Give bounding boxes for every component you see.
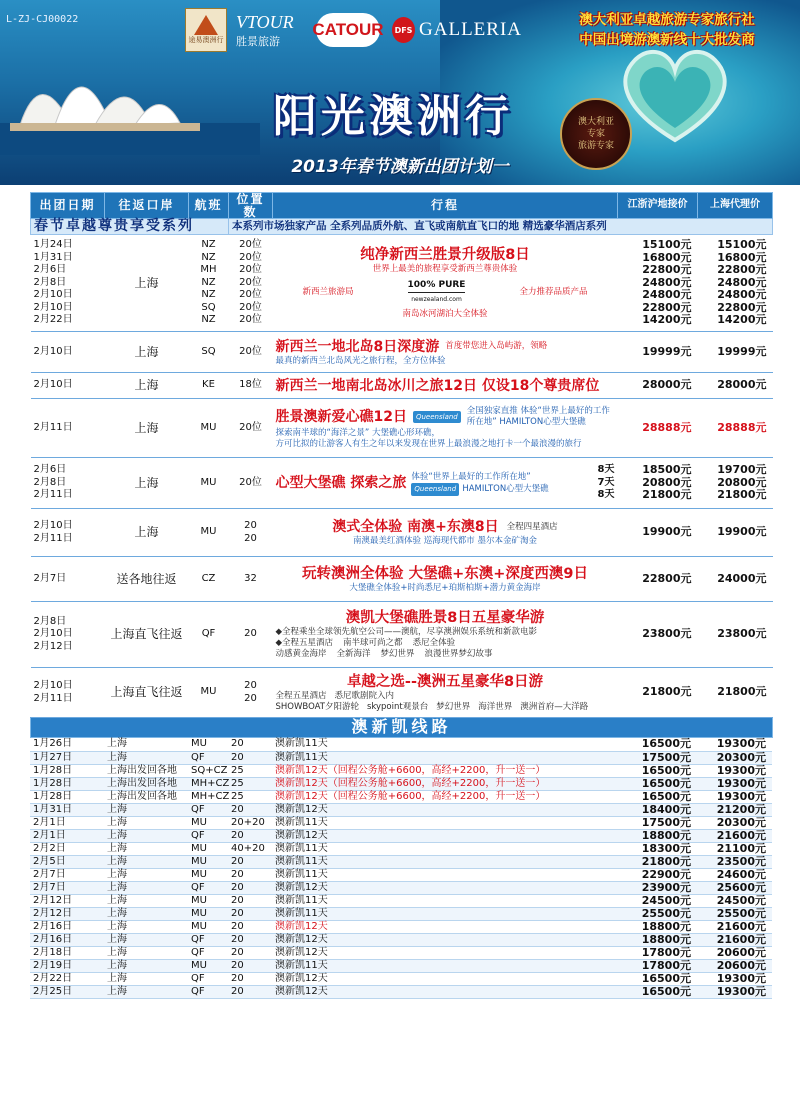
row-seats: 25: [228, 764, 272, 777]
row-seats: 20: [228, 738, 272, 751]
row-date: 2月18日: [30, 946, 104, 959]
tour-price-agent: 19999元: [698, 332, 773, 373]
row-seats: 20: [228, 907, 272, 920]
table-row: [30, 777, 772, 790]
table-row: [30, 751, 772, 764]
tour-title: 澳式全体验 南澳+东澳8日: [332, 519, 499, 535]
row-city: 上海: [104, 881, 188, 894]
row-seats: 25: [228, 777, 272, 790]
row-flight: MU: [188, 738, 228, 751]
row-flight: QF: [188, 985, 228, 998]
tour-dates: 2月8日 2月10日 2月12日: [31, 602, 105, 668]
opera-house-image: [0, 45, 260, 155]
row-flight: MH+CZ: [188, 777, 228, 790]
row-city: 上海: [104, 946, 188, 959]
tour-price-local: 19999元: [618, 332, 698, 373]
tour-flights: MU: [189, 509, 229, 557]
row-flight: QF: [188, 751, 228, 764]
tour-group-row: [31, 399, 773, 458]
row-price-local: 16500元: [617, 777, 697, 790]
row-date: 2月7日: [30, 868, 104, 881]
row-city: 上海: [104, 842, 188, 855]
row-trip: 澳新凯12天: [272, 933, 617, 946]
row-trip: 澳新凯11天: [272, 855, 617, 868]
row-price-local: 24500元: [617, 894, 697, 907]
row-trip: 澳新凯12天: [272, 803, 617, 816]
tour-price-agent: 24000元: [698, 557, 773, 602]
table-row: [30, 985, 772, 998]
tour-price-local: 23800元: [618, 602, 698, 668]
row-date: 2月7日: [30, 881, 104, 894]
row-flight: QF: [188, 946, 228, 959]
table-row: [30, 738, 772, 751]
row-trip: 澳新凯12天: [272, 972, 617, 985]
table-row: [30, 764, 772, 777]
row-trip: 澳新凯11天: [272, 751, 617, 764]
row-price-agent: 23500元: [697, 855, 772, 868]
tour-dates: 2月11日: [31, 399, 105, 458]
row-date: 2月16日: [30, 920, 104, 933]
row-trip: 澳新凯12天（回程公务舱+6600，高经+2200，升一送一）: [272, 764, 617, 777]
row-flight: QF: [188, 972, 228, 985]
section-title: 澳新凯线路: [31, 718, 773, 738]
tour-seats: 18位: [229, 373, 273, 399]
header-city: 往返口岸: [105, 193, 189, 219]
row-seats: 20: [228, 894, 272, 907]
tour-itinerary: 澳式全体验 南澳+东澳8日 全程四星酒店 南澳最美红酒体验 巡海现代都市 墨尔本金矿淘金: [273, 509, 618, 557]
row-flight: MU: [188, 868, 228, 881]
tour-city: 上海直飞往返: [105, 668, 189, 718]
row-trip: 澳新凯11天: [272, 842, 617, 855]
series-row: [31, 219, 773, 235]
section-bar: [31, 718, 773, 738]
row-city: 上海: [104, 868, 188, 881]
tour-city: 上海: [105, 458, 189, 509]
tour-price-agent: 28000元: [698, 373, 773, 399]
row-price-agent: 19300元: [697, 985, 772, 998]
row-price-agent: 21600元: [697, 933, 772, 946]
row-price-local: 17800元: [617, 946, 697, 959]
row-city: 上海: [104, 894, 188, 907]
row-price-local: 16500元: [617, 985, 697, 998]
tour-itinerary: 纯净新西兰胜景升级版8日 世界上最美的旅程享受新西兰尊贵体验 新西兰旅游局 100% PURE newzealand.com 全力推荐品质产品 南岛冰河湖泊大全体验: [273, 235, 618, 332]
row-seats: 40+20: [228, 842, 272, 855]
row-date: 1月31日: [30, 803, 104, 816]
tour-title: 心型大堡礁 探索之旅: [275, 475, 407, 491]
series-description: 本系列市场独家产品 全系列品质外航、直飞或南航直飞口的地 精选豪华酒店系列: [229, 219, 773, 235]
tour-dates: 1月24日 1月31日 2月6日 2月8日 2月10日 2月10日 2月22日: [31, 235, 105, 332]
tour-flights: KE: [189, 373, 229, 399]
row-price-agent: 20300元: [697, 751, 772, 764]
row-price-local: 22900元: [617, 868, 697, 881]
schedule-table: [30, 192, 773, 738]
tour-group-row: [31, 668, 773, 718]
row-date: 1月27日: [30, 751, 104, 764]
tour-itinerary: 胜景澳新爱心礁12日 Queensland 全国独家直推 体验“世界上最好的工作所在地” HAMILTON心型大堡礁 探索南半球的“海洋之景” 大堡礁心形环礁， 方可比拟的让游客人有生之年以来发现在世界上最浪漫之地打卡一个最浪漫的旅行: [273, 399, 618, 458]
row-seats: 20: [228, 855, 272, 868]
tour-dates: 2月10日: [31, 332, 105, 373]
row-seats: 20: [228, 933, 272, 946]
row-trip: 澳新凯12天: [272, 829, 617, 842]
tour-itinerary: 新西兰一地北岛8日深度游 首度带您进入岛屿游，领略 最真的新西兰北岛风光之旅行程，全方位体验: [273, 332, 618, 373]
row-flight: QF: [188, 881, 228, 894]
tour-price-local: 22800元: [618, 557, 698, 602]
row-city: 上海: [104, 933, 188, 946]
row-price-agent: 20600元: [697, 959, 772, 972]
tour-dates: 2月7日: [31, 557, 105, 602]
table-row: [30, 790, 772, 803]
row-date: 2月1日: [30, 816, 104, 829]
tour-price-agent: 19700元 20800元 21800元: [698, 458, 773, 509]
row-trip: 澳新凯12天: [272, 946, 617, 959]
row-date: 2月12日: [30, 894, 104, 907]
tour-price-agent: 21800元: [698, 668, 773, 718]
row-price-local: 16500元: [617, 738, 697, 751]
row-date: 1月26日: [30, 738, 104, 751]
row-date: 2月1日: [30, 829, 104, 842]
heart-reef-image: [615, 40, 735, 150]
route-table: [30, 738, 772, 999]
tour-seats: 20位: [229, 458, 273, 509]
row-price-local: 18800元: [617, 920, 697, 933]
header-date: 出团日期: [31, 193, 105, 219]
row-seats: 20: [228, 803, 272, 816]
row-flight: MU: [188, 959, 228, 972]
row-trip: 澳新凯12天（回程公务舱+6600，高经+2200，升一送一）: [272, 790, 617, 803]
tour-group-row: [31, 509, 773, 557]
row-date: 1月28日: [30, 777, 104, 790]
tour-group-row: [31, 557, 773, 602]
row-price-local: 18400元: [617, 803, 697, 816]
row-date: 2月22日: [30, 972, 104, 985]
table-row: [30, 920, 772, 933]
row-flight: QF: [188, 803, 228, 816]
row-city: 上海: [104, 738, 188, 751]
row-price-local: 23900元: [617, 881, 697, 894]
row-price-agent: 24600元: [697, 868, 772, 881]
row-trip: 澳新凯11天: [272, 959, 617, 972]
tour-price-local: 18500元 20800元 21800元: [618, 458, 698, 509]
tour-flights: MU: [189, 399, 229, 458]
row-price-local: 18800元: [617, 829, 697, 842]
row-date: 2月25日: [30, 985, 104, 998]
tour-price-local: 28000元: [618, 373, 698, 399]
row-city: 上海: [104, 855, 188, 868]
dfs-galleria-logo: DFS GALLERIA: [392, 8, 522, 52]
row-trip: 澳新凯12天（回程公务舱+6600，高经+2200，升一送一）: [272, 777, 617, 790]
tour-dates: 2月10日 2月11日: [31, 668, 105, 718]
tour-seats: 20: [229, 602, 273, 668]
tour-group-row: [31, 373, 773, 399]
table-header: [31, 193, 773, 219]
row-price-agent: 25500元: [697, 907, 772, 920]
row-city: 上海: [104, 959, 188, 972]
row-seats: 20: [228, 946, 272, 959]
tour-days: 8天 7天 8天: [597, 464, 615, 501]
tour-price-agent: 23800元: [698, 602, 773, 668]
row-flight: QF: [188, 829, 228, 842]
row-trip: 澳新凯12天: [272, 920, 617, 933]
table-row: [30, 894, 772, 907]
row-price-agent: 21600元: [697, 920, 772, 933]
row-city: 上海: [104, 972, 188, 985]
tour-city: 上海直飞往返: [105, 602, 189, 668]
row-city: 上海: [104, 907, 188, 920]
tour-city: 上海: [105, 373, 189, 399]
tour-group-row: [31, 602, 773, 668]
schedule-table-wrap: [30, 192, 772, 999]
tour-itinerary: 玩转澳洲全体验 大堡礁+东澳+深度西澳9日 大堡礁全体验+时尚悉尼+珀斯柏斯+潜力黄金海岸: [273, 557, 618, 602]
tour-title: 新西兰一地北岛8日深度游: [275, 338, 440, 355]
row-flight: MU: [188, 855, 228, 868]
row-seats: 20+20: [228, 816, 272, 829]
header-banner: [0, 0, 800, 185]
catour-logo: CATOUR: [312, 8, 384, 52]
tour-dates: 2月10日 2月11日: [31, 509, 105, 557]
tour-seats: 20 20: [229, 509, 273, 557]
agency-tagline: 澳大利亚卓越旅游专家旅行社 中国出境游澳新线十大批发商: [579, 12, 755, 48]
table-row: [30, 855, 772, 868]
row-flight: MU: [188, 894, 228, 907]
tour-city: 送各地往返: [105, 557, 189, 602]
row-city: 上海: [104, 751, 188, 764]
table-row: [30, 933, 772, 946]
tour-price-local: 21800元: [618, 668, 698, 718]
series-name: 春节卓越尊贵享受系列: [31, 219, 229, 235]
row-city: 上海: [104, 985, 188, 998]
table-row: [30, 972, 772, 985]
row-date: 1月28日: [30, 790, 104, 803]
tour-price-local: 15100元 16800元 22800元 24800元 24800元 22800元 14200元: [618, 235, 698, 332]
tour-seats: 20 20: [229, 668, 273, 718]
tour-itinerary: 心型大堡礁 探索之旅 体验“世界上最好的工作所在地” Queensland HAMILTON心型大堡礁 8天 7天 8天: [273, 458, 618, 509]
row-flight: QF: [188, 933, 228, 946]
header-seats: 位置数: [229, 193, 273, 219]
tour-group-row: [31, 458, 773, 509]
row-city: 上海: [104, 920, 188, 933]
row-seats: 25: [228, 790, 272, 803]
tour-price-local: 19900元: [618, 509, 698, 557]
page-subtitle: 2013年春节澳新出团计划一: [291, 157, 509, 177]
tour-title: 澳凯大堡礁胜景8日五星豪华游: [345, 610, 545, 626]
tour-title: 玩转澳洲全体验 大堡礁+东澳+深度西澳9日: [302, 565, 588, 582]
row-price-agent: 21200元: [697, 803, 772, 816]
tour-title: 纯净新西兰胜景升级版8日: [360, 247, 530, 263]
row-date: 2月2日: [30, 842, 104, 855]
tour-city: 上海: [105, 332, 189, 373]
tour-seats: 20位 20位 20位 20位 20位 20位 20位: [229, 235, 273, 332]
aus-travel-logo: 途易澳洲行: [185, 8, 227, 52]
tour-price-agent: 19900元: [698, 509, 773, 557]
row-flight: MH+CZ: [188, 790, 228, 803]
row-price-local: 17800元: [617, 959, 697, 972]
row-trip: 澳新凯11天: [272, 868, 617, 881]
tour-itinerary: 卓越之选--澳洲五星豪华8日游 全程五星酒店 悉尼歌剧院入内 SHOWBOAT夕阳游轮 skypoint观景台 梦幻世界 海洋世界 澳洲首府—大洋路: [273, 668, 618, 718]
row-price-local: 25500元: [617, 907, 697, 920]
tour-city: 上海: [105, 509, 189, 557]
row-seats: 20: [228, 829, 272, 842]
row-seats: 20: [228, 881, 272, 894]
table-row: [30, 881, 772, 894]
table-row: [30, 946, 772, 959]
tour-dates: 2月6日 2月8日 2月11日: [31, 458, 105, 509]
table-row: [30, 907, 772, 920]
row-seats: 20: [228, 751, 272, 764]
row-flight: MU: [188, 816, 228, 829]
tour-flights: QF: [189, 602, 229, 668]
row-price-agent: 21600元: [697, 829, 772, 842]
row-price-agent: 20600元: [697, 946, 772, 959]
tour-itinerary: 澳凯大堡礁胜景8日五星豪华游 ◆全程乘坐全球领先航空公司——澳航，尽享澳洲娱乐系统和新款电影 ◆全程五星酒店 南半球可尚之都 悉尼全体验 动感黄金海岸 全新海洋 梦幻世界 浪漫世界梦幻故事: [273, 602, 618, 668]
tour-flights: SQ: [189, 332, 229, 373]
tour-flights: MU: [189, 458, 229, 509]
queensland-logo: Queensland: [411, 483, 459, 496]
tour-title: 新西兰一地南北岛冰川之旅12日 仅设18个尊贵席位: [275, 377, 600, 394]
pure-nz-logo: 100% PURE newzealand.com: [407, 280, 466, 303]
row-seats: 20: [228, 985, 272, 998]
row-price-agent: 19300元: [697, 738, 772, 751]
tour-price-local: 28888元: [618, 399, 698, 458]
tour-flights: NZ NZ MH NZ NZ SQ NZ: [189, 235, 229, 332]
vtour-logo: VTOUR 胜景旅游: [236, 11, 294, 48]
row-price-local: 16500元: [617, 972, 697, 985]
row-price-agent: 24500元: [697, 894, 772, 907]
row-price-local: 16500元: [617, 790, 697, 803]
header-flight: 航班: [189, 193, 229, 219]
row-price-agent: 19300元: [697, 972, 772, 985]
row-price-agent: 20300元: [697, 816, 772, 829]
row-trip: 澳新凯11天: [272, 816, 617, 829]
tour-price-agent: 28888元: [698, 399, 773, 458]
row-price-agent: 19300元: [697, 790, 772, 803]
tour-price-agent: 15100元 16800元 22800元 24800元 24800元 22800元 14200元: [698, 235, 773, 332]
tour-dates: 2月10日: [31, 373, 105, 399]
logo-triangle-icon: [194, 15, 218, 35]
quality-seal: 澳大利亚 专家 旅游专家: [560, 98, 632, 170]
row-flight: SQ+CZ: [188, 764, 228, 777]
queensland-logo: Queensland: [413, 411, 461, 424]
row-trip: 澳新凯12天: [272, 881, 617, 894]
row-city: 上海: [104, 829, 188, 842]
row-date: 2月16日: [30, 933, 104, 946]
table-row: [30, 803, 772, 816]
row-seats: 20: [228, 972, 272, 985]
table-row: [30, 842, 772, 855]
tour-title: 胜景澳新爱心礁12日: [275, 409, 407, 425]
table-row: [30, 959, 772, 972]
row-date: 2月19日: [30, 959, 104, 972]
row-trip: 澳新凯11天: [272, 894, 617, 907]
tour-seats: 20位: [229, 399, 273, 458]
row-flight: MU: [188, 920, 228, 933]
tour-flights: CZ: [189, 557, 229, 602]
header-price-agent: 上海代理价: [698, 193, 773, 219]
tour-title: 卓越之选--澳洲五星豪华8日游: [346, 673, 544, 690]
tour-seats: 20位: [229, 332, 273, 373]
row-date: 2月5日: [30, 855, 104, 868]
row-price-agent: 19300元: [697, 764, 772, 777]
row-date: 2月12日: [30, 907, 104, 920]
tour-city: 上海: [105, 235, 189, 332]
row-price-agent: 25600元: [697, 881, 772, 894]
row-price-agent: 21100元: [697, 842, 772, 855]
row-city: 上海: [104, 803, 188, 816]
tour-seats: 32: [229, 557, 273, 602]
tour-flights: MU: [189, 668, 229, 718]
row-price-local: 21800元: [617, 855, 697, 868]
header-price-local: 江浙沪地接价: [618, 193, 698, 219]
row-flight: MU: [188, 907, 228, 920]
row-price-local: 16500元: [617, 764, 697, 777]
row-trip: 澳新凯11天: [272, 907, 617, 920]
tour-group-row: [31, 332, 773, 373]
row-price-local: 18800元: [617, 933, 697, 946]
row-trip: 澳新凯12天: [272, 985, 617, 998]
row-seats: 20: [228, 920, 272, 933]
row-seats: 20: [228, 868, 272, 881]
row-date: 1月28日: [30, 764, 104, 777]
header-trip: 行程: [273, 193, 618, 219]
tour-itinerary: [273, 373, 618, 399]
tour-group-row: [31, 235, 773, 332]
row-seats: 20: [228, 959, 272, 972]
page-title: 阳光澳洲行: [273, 91, 513, 142]
row-trip: 澳新凯11天: [272, 738, 617, 751]
row-price-agent: 19300元: [697, 777, 772, 790]
row-price-local: 17500元: [617, 816, 697, 829]
row-city: 上海出发回各地: [104, 790, 188, 803]
row-city: 上海出发回各地: [104, 764, 188, 777]
row-city: 上海: [104, 816, 188, 829]
row-flight: MU: [188, 842, 228, 855]
row-city: 上海出发回各地: [104, 777, 188, 790]
row-price-local: 18300元: [617, 842, 697, 855]
document-code: L-ZJ-CJ00022: [6, 14, 79, 25]
table-row: [30, 816, 772, 829]
tour-city: 上海: [105, 399, 189, 458]
table-row: [30, 868, 772, 881]
row-price-local: 17500元: [617, 751, 697, 764]
table-row: [30, 829, 772, 842]
